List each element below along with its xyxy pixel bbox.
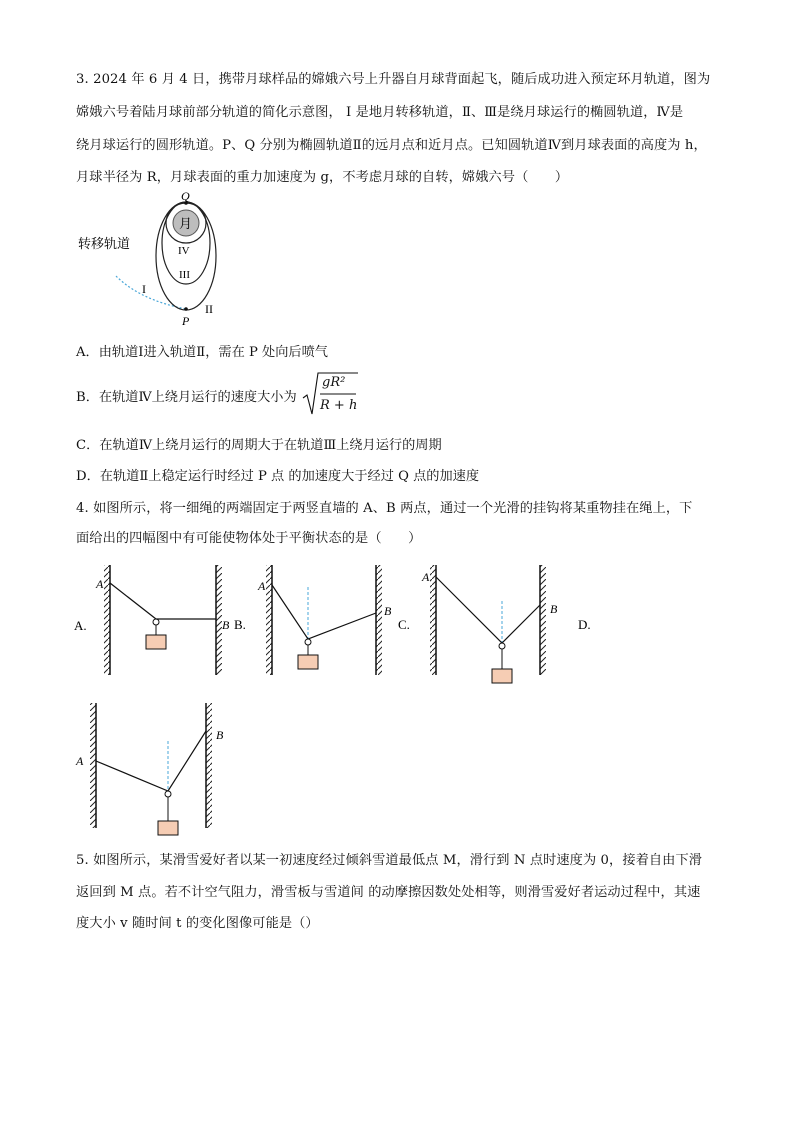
q3-option-a: A．由轨道Ⅰ进入轨道Ⅱ，需在 P 处向后喷气 xyxy=(76,345,328,360)
q3-orbit-figure xyxy=(70,188,250,333)
figure-a-label: A. xyxy=(74,618,87,633)
transfer-orbit-path xyxy=(116,276,186,309)
figure-c-label: C. xyxy=(398,617,410,632)
figure-b-label: B. xyxy=(234,617,246,632)
orbit-IV-label: IV xyxy=(178,245,190,257)
figure-b-point-a: A xyxy=(258,579,266,593)
figure-d-weight xyxy=(158,821,178,835)
q3-option-c: C．在轨道Ⅳ上绕月运行的周期大于在轨道Ⅲ上绕月运行的周期 xyxy=(76,438,442,453)
figure-d-label: D. xyxy=(578,617,591,632)
moon-label: 月 xyxy=(179,216,193,231)
figure-a-weight xyxy=(146,635,166,649)
q3-line-1: 3. 2024 年 6 月 4 日，携带月球样品的嫦娥六号上升器自月球背面起飞，随后成功进入预定环月轨道，图为 xyxy=(76,72,711,87)
orbit-I-label: I xyxy=(142,282,146,296)
point-P-label: P xyxy=(182,314,190,328)
q4-line-1: 4. 如图所示，将一细绳的两端固定于两竖直墙的 A、B 两点，通过一个光滑的挂钩将某重物挂在绳上，下 xyxy=(76,501,693,516)
q3-line-3: 绕月球运行的圆形轨道。P、Q 分别为椭圆轨道Ⅱ的远月点和近月点。已知圆轨道Ⅳ到月球表面的高度为 h， xyxy=(76,138,707,153)
figure-a-point-b: B xyxy=(222,618,230,632)
q4-figures xyxy=(60,555,620,845)
transfer-orbit-label: 转移轨道 xyxy=(78,236,131,251)
figure-a-point-a: A xyxy=(96,577,104,591)
figure-a xyxy=(74,565,230,675)
figure-d xyxy=(75,703,224,835)
q3-option-b-denominator: R + h xyxy=(320,398,358,413)
figure-d-point-b: B xyxy=(216,728,224,742)
figure-b-weight xyxy=(298,655,318,669)
point-Q-label: Q xyxy=(181,189,190,203)
q3-option-d: D．在轨道Ⅱ上稳定运行时经过 P 点 的加速度大于经过 Q 点的加速度 xyxy=(76,469,480,484)
figure-d-point-a: A xyxy=(76,754,84,768)
point-P-dot xyxy=(184,307,188,311)
q3-line-2: 嫦娥六号着陆月球前部分轨道的简化示意图， Ⅰ 是地月转移轨道，Ⅱ、Ⅲ是绕月球运行的椭圆轨道，Ⅳ是 xyxy=(76,105,684,120)
figure-b xyxy=(234,565,392,675)
figure-c-weight xyxy=(492,669,512,683)
orbit-III-label: III xyxy=(179,269,190,281)
q3-option-b: B．在轨道Ⅳ上绕月运行的速度大小为 xyxy=(76,390,297,405)
q5-line-3: 度大小 v 随时间 t 的变化图像可能是（） xyxy=(76,916,319,931)
figure-c xyxy=(398,565,558,683)
q3-option-b-numerator: gR² xyxy=(322,375,346,390)
orbit-II-label: II xyxy=(205,302,213,316)
q5-line-1: 5. 如图所示，某滑雪爱好者以某一初速度经过倾斜雪道最低点 M，滑行到 N 点时速度为 0，接着自由下滑 xyxy=(76,853,703,868)
figure-c-point-b: B xyxy=(550,602,558,616)
q3-line-4: 月球半径为 R，月球表面的重力加速度为 g，不考虑月球的自转，嫦娥六号（ ） xyxy=(76,170,569,185)
figure-c-point-a: A xyxy=(422,570,430,584)
q4-line-2: 面给出的四幅图中有可能使物体处于平衡状态的是（ ） xyxy=(76,531,422,546)
figure-b-point-b: B xyxy=(384,604,392,618)
q5-line-2: 返回到 M 点。若不计空气阻力，滑雪板与雪道间 的动摩擦因数处处相等，则滑雪爱好者运动过程中，其速 xyxy=(76,885,701,900)
